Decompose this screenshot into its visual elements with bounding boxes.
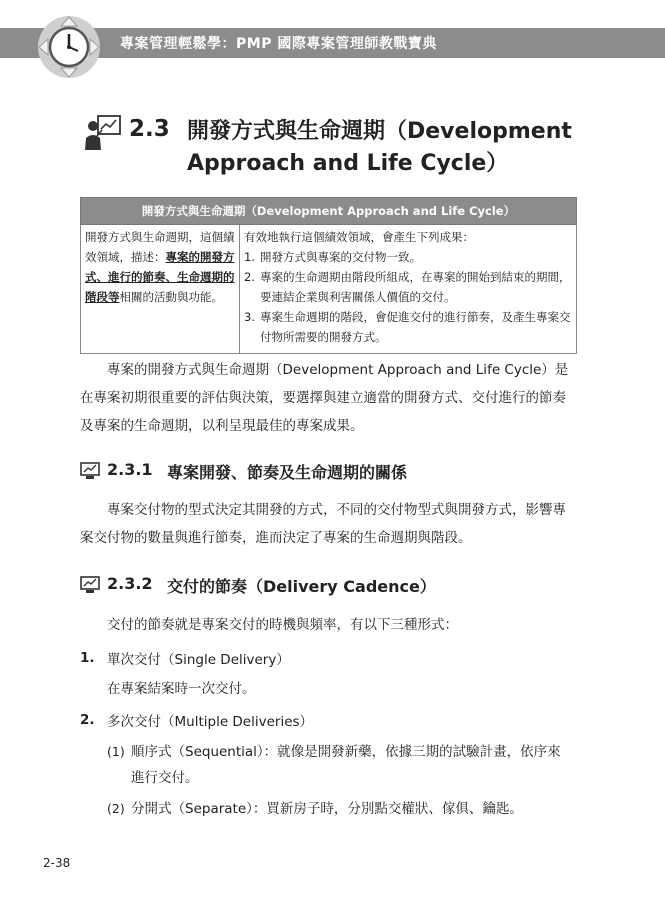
performance-domain-box	[80, 197, 577, 354]
list-item-title: 多次交付（Multiple Deliveries）	[107, 714, 314, 730]
presenter-icon	[85, 114, 121, 150]
sub-list-number: (2)	[107, 801, 125, 816]
monitor-chart-icon	[80, 576, 100, 594]
sub-list-item-cont: 進行交付。	[131, 770, 199, 786]
list-item-desc: 在專案結案時一次交付。	[107, 681, 256, 697]
list-item-title: 單次交付（Single Delivery）	[107, 652, 290, 668]
header-title: 專案管理輕鬆學：PMP 國際專案管理師教戰寶典	[120, 36, 437, 52]
subsection-number: 2.3.1	[107, 460, 153, 479]
outcome-item: 1. 開發方式與專案的交付物一致。	[244, 250, 421, 264]
box-keyword: 專案的開發方式、進行的節奏、生命週期的階段等	[85, 250, 235, 304]
list-number: 2.	[80, 712, 95, 728]
intro-paragraph: 專案的開發方式與生命週期（Development Approach and Life Cycle）是在專案初期很重要的評估與決策，要選擇與建立適當的開發方式、交付進行的節奏及專案的生命週期，以利呈現最佳的專案成果。	[80, 362, 569, 434]
box-outcomes-intro: 有效地執行這個績效領域，會產生下列成果：	[244, 230, 474, 244]
monitor-chart-icon	[80, 462, 100, 480]
section-number: 2.3	[129, 116, 170, 142]
list-number: 1.	[80, 650, 95, 666]
sub-list-number: (1)	[107, 744, 125, 759]
box-outcomes	[240, 225, 577, 354]
sub-list-item: 順序式（Sequential）：就像是開發新藥，依據三期的試驗計畫，依序來	[131, 744, 561, 760]
subsection-paragraph: 專案交付物的型式決定其開發的方式，不同的交付物型式與開發方式，影響專案交付物的數量與進行節奏，進而決定了專案的生命週期與階段。	[80, 502, 566, 546]
outcome-item: 2. 專案的生命週期由階段所組成，在專案的開始到結束的期間，要連結企業與利害關係人價值的交付。	[244, 270, 571, 304]
page-header	[0, 0, 665, 80]
subsection-title: 交付的節奏（Delivery Cadence）	[167, 577, 436, 596]
subsection-title: 專案開發、節奏及生命週期的關係	[167, 463, 408, 482]
box-description: 開發方式與生命週期，這個績效領域，描述：專案的開發方式、進行的節奏、生命週期的階段等相關的活動與功能。	[81, 225, 240, 354]
outcome-item: 3. 專案生命週期的階段，會促進交付的進行節奏，及產生專案交付物所需要的開發方式。	[244, 310, 571, 344]
section-title: 開發方式與生命週期（Development Approach and Life Cycle）	[187, 119, 572, 176]
subsection-paragraph: 交付的節奏就是專案交付的時機與頻率，有以下三種形式：	[107, 617, 458, 633]
clock-icon	[36, 14, 102, 80]
sub-list-item: 分開式（Separate）：買新房子時，分別點交權狀、傢俱、鑰匙。	[131, 801, 523, 817]
subsection-number: 2.3.2	[107, 574, 153, 593]
box-header: 開發方式與生命週期（Development Approach and Life Cycle）	[81, 198, 577, 225]
page-number: 2-38	[43, 856, 71, 870]
